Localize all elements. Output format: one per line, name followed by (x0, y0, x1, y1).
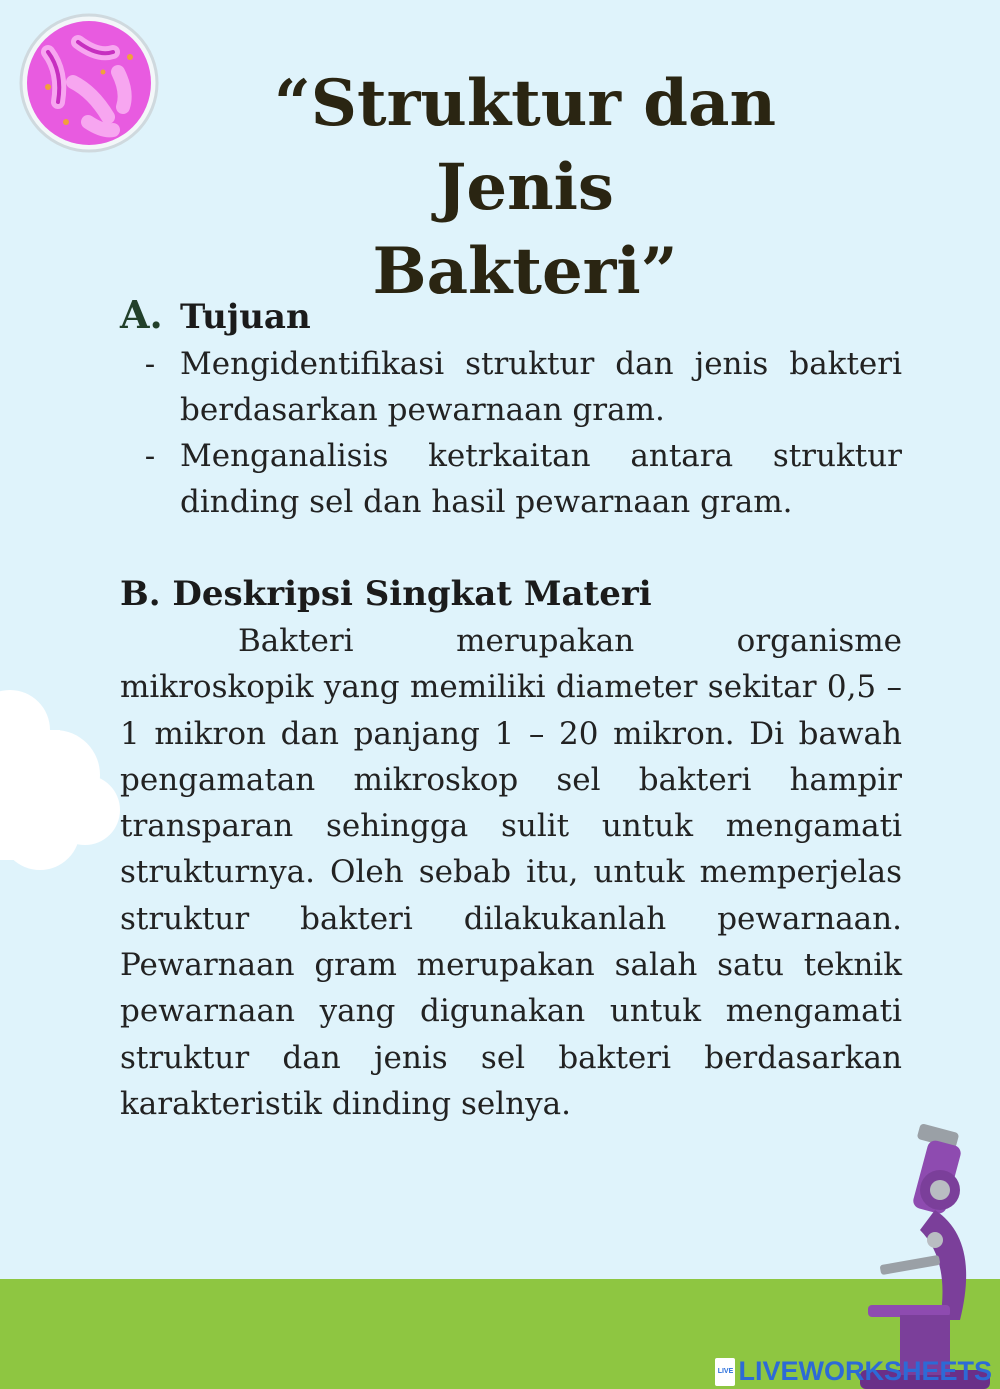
section-deskripsi (120, 572, 902, 1127)
page-title (200, 62, 850, 314)
liveworksheets-watermark (715, 1356, 992, 1387)
section-a-title: Tujuan (180, 297, 311, 337)
list-item (120, 433, 902, 525)
section-tujuan (120, 292, 902, 525)
section-a-letter: A. (120, 292, 163, 337)
section-b-body: Bakteri merupakan organisme mikroskopik yang memiliki diameter sekitar 0,5 – 1 mikron dan panjang 1 – 20 mikron. Di bawah pengamatan mikroskop sel bakteri hampir transparan sehingga sulit untuk mengamati strukturnya. Oleh sebab itu, untuk memperjelas struktur bakteri dilakukanlah pewarnaan. Pewarnaan gram merupakan salah satu teknik pewarnaan yang digunakan untuk mengamati struktur dan jenis sel bakteri berdasarkan karakteristik dinding selnya. (120, 623, 902, 1122)
goal-list (120, 341, 902, 525)
bullet-dash: - (144, 438, 156, 474)
section-b-title: B. Deskripsi Singkat Materi (120, 574, 652, 614)
bacteria-icon (18, 12, 160, 154)
section-a-heading (120, 292, 902, 337)
watermark-badge (715, 1358, 735, 1386)
goal-text: Menganalisis ketrkaitan antara struktur dinding sel dan hasil pewarnaan gram. (180, 438, 902, 520)
watermark-text: LIVEWORKSHEETS (738, 1356, 992, 1386)
goal-text: Mengidentifikasi struktur dan jenis bakteri berdasarkan pewarnaan gram. (180, 346, 902, 428)
bullet-dash: - (144, 346, 156, 382)
watermark-badge-text: LIVE (717, 1368, 734, 1375)
cloud-icon (0, 690, 130, 880)
title-line-2: Bakteri” (372, 234, 678, 309)
list-item (120, 341, 902, 433)
microscope-icon (840, 1120, 1000, 1389)
title-line-1: “Struktur dan Jenis (273, 66, 777, 225)
